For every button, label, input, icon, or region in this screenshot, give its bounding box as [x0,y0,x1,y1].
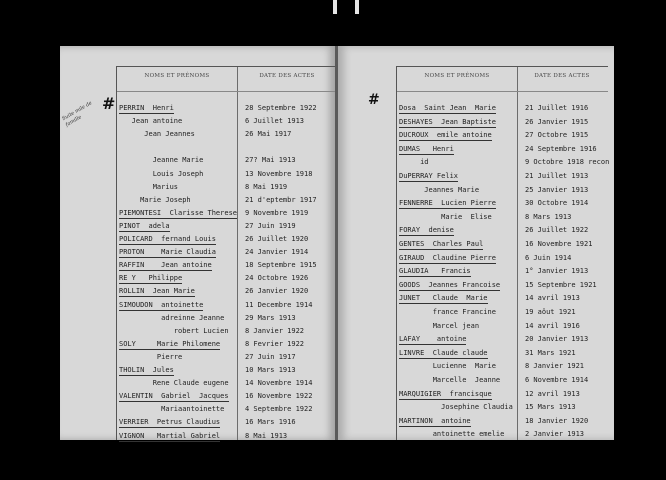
entry-name: Pierre [119,352,183,361]
entry-name: RAFFIN Jean antoine [119,261,212,270]
table-row [397,103,608,113]
entry-date: 25 Janvier 1913 [525,185,589,194]
table-row [397,429,608,439]
entry-name: Jean Jeannes [119,130,195,139]
table-row [117,116,336,126]
entry-date: 16 Novembre 1921 [525,240,593,248]
entry-name: Marcel jean [399,321,480,330]
table-row [117,260,336,270]
table-row [397,239,608,249]
entry-name: Marcelle Jeanne [399,376,501,384]
handwritten-annotation: Suite mile de famille [61,100,94,129]
table-row [117,352,336,362]
header-rule [397,91,608,92]
table-row [397,253,608,263]
entry-name: adreinne Jeanne [119,313,225,322]
header-dates: DATE DES ACTES [259,73,315,79]
table-row [117,391,336,401]
table-row [117,155,336,165]
table-row [397,280,608,290]
table-row [117,208,336,218]
entry-name: MARQUIGIER francisque [399,389,492,398]
header-names: NOMS ET PRÉNOMS [424,73,490,79]
entry-name: GENTES Charles Paul [399,240,484,248]
entry-date: 20 Janvier 1913 [525,335,589,344]
table-row [117,404,336,414]
entry-name: DESHAYES Jean Baptiste [399,117,496,126]
register-table-right [396,66,608,440]
table-row [397,402,608,412]
entry-name: MARTINON antoine [399,416,471,425]
entry-date: 21 d'eptembr 1917 [245,195,317,204]
entry-date: 27 Octobre 1915 [525,131,589,140]
table-row [397,321,608,331]
entry-name: THOLIN Jules [119,366,174,374]
entry-name: RE Y Philippe [119,274,183,283]
entry-date: 27? Mai 1913 [245,156,296,165]
entry-name: Dosa Saint Jean Marie [399,104,496,112]
entry-date: 9 Octobre 1918 recon [525,158,610,167]
entry-date: 26 Janvier 1915 [525,117,589,126]
table-row [117,142,336,152]
hash-mark: # [102,94,116,113]
header-dates: DATE DES ACTES [534,73,590,79]
table-row [397,225,608,235]
table-row [397,157,608,167]
table-row [397,198,608,208]
table-row [117,365,336,375]
table-row [117,273,336,283]
entry-date: 13 Novembre 1918 [245,169,313,178]
entry-name: JUNET Claude Marie [399,294,488,303]
entry-date: 21 Juillet 1916 [525,104,589,112]
entry-name: SOLY Marie Philomene [119,339,221,348]
table-row [117,339,336,349]
entry-name: Lucienne Marie [399,362,496,371]
entry-name: VALENTIN Gabriel Jacques [119,392,229,401]
entry-name: SIMOUDON antoinette [119,300,204,309]
entry-name: antoinette emelie [399,430,505,439]
table-row [397,293,608,303]
register-page-right [338,46,614,440]
entry-date: 8 Mai 1919 [245,182,288,191]
entry-date: 10 Mars 1913 [245,366,296,374]
table-row [117,129,336,139]
table-row [397,130,608,140]
table-row [117,286,336,296]
table-row [397,307,608,317]
entry-date: 8 Mars 1913 [525,212,572,221]
table-row [117,221,336,231]
entry-date: 26 Mai 1917 [245,130,292,139]
entry-date: 29 Mars 1913 [245,313,296,322]
entry-name: FORAY denise [399,226,454,235]
entry-name: DUMAS Henri [399,144,454,153]
entry-name: LAFAY antoine [399,335,467,344]
entry-date: 18 Janvier 1920 [525,416,589,425]
table-row [397,334,608,344]
entry-name: robert Lucien [119,326,229,335]
entry-name: FENNERRE Lucien Pierre [399,199,496,208]
entry-date: 26 Juillet 1922 [525,226,589,235]
table-row [397,117,608,127]
entry-date: 15 Mars 1913 [525,403,576,412]
entry-name: GIRAUD Claudine Pierre [399,253,496,262]
entry-name: ROLLIN Jean Marie [119,287,195,296]
entry-name: Josephine Claudia [399,403,513,412]
entry-name: Louis Joseph [119,169,204,178]
entry-name: Marie Elise [399,212,492,221]
scan-edge-right [355,0,359,14]
table-row [397,144,608,154]
hash-mark: # [368,92,380,108]
entry-name: Jean antoine [119,117,183,126]
table-row [397,185,608,195]
entry-date: 24 Octobre 1926 [245,274,309,283]
entry-date: 21 Juillet 1913 [525,172,589,180]
table-row [117,182,336,192]
entry-date: 14 avril 1913 [525,294,580,303]
table-row [117,195,336,205]
entry-name: Mariaantoinette [119,405,225,414]
entry-date: 11 Decembre 1914 [245,300,313,309]
entry-date: 27 Juin 1917 [245,352,296,361]
entry-name: Jeanne Marie [119,156,204,165]
header-rule [117,91,336,92]
table-row [397,416,608,426]
header-names: NOMS ET PRÉNOMS [144,73,210,79]
scan-edge-left [333,0,337,14]
entry-date: 12 avril 1913 [525,389,580,398]
table-row [397,348,608,358]
entry-name: VERRIER Petrus Claudius [119,418,221,427]
table-row [397,389,608,399]
entry-date: 24 Janvier 1914 [245,248,309,257]
entry-date: 1° Janvier 1913 [525,267,589,276]
table-row [117,326,336,336]
entry-date: 8 Mai 1913 [245,431,288,440]
entry-date: 8 Janvier 1921 [525,362,585,371]
table-row [117,378,336,388]
entry-name: PROTON Marie Claudia [119,248,216,257]
entry-date: 31 Mars 1921 [525,348,576,357]
table-row [397,375,608,385]
entry-date: 9 Novembre 1919 [245,208,309,217]
entry-date: 30 Octobre 1914 [525,199,589,208]
register-page-left [60,46,336,440]
entry-name: VIGNON Martial Gabriel [119,431,221,440]
entry-name: LINVRE Claude claude [399,348,488,357]
table-row [397,361,608,371]
entry-name: POLICARD fernand Louis [119,235,216,243]
table-row [397,266,608,276]
entry-date: 19 aôut 1921 [525,308,576,316]
entry-name: PINOT adela [119,221,170,230]
table-row [117,169,336,179]
entry-name: Rene Claude eugene [119,379,229,388]
table-row [117,313,336,323]
entry-date: 8 Janvier 1922 [245,326,305,335]
entry-date: 4 Septembre 1922 [245,405,313,414]
table-row [397,171,608,181]
entry-date: 6 Juin 1914 [525,253,572,262]
register-table-left [116,66,336,440]
entry-name: france Francine [399,308,496,316]
entry-date: 14 Novembre 1914 [245,379,313,388]
entry-date: 2 Janvier 1913 [525,430,585,439]
entry-name: id [399,158,429,167]
entry-date: 8 Fevrier 1922 [245,339,305,348]
entry-name: DuPERRAY Felix [399,172,459,180]
entry-date: 26 Juillet 1920 [245,235,309,243]
entry-date: 27 Juin 1919 [245,221,296,230]
entry-date: 24 Septembre 1916 [525,144,597,153]
entry-name: DUCROUX emile antoine [399,131,492,140]
entry-name: Jeannes Marie [399,185,480,194]
table-row [117,247,336,257]
entry-name: PERRIN Henri [119,104,174,112]
table-row [117,417,336,427]
table-row [117,103,336,113]
entry-date: 6 Novembre 1914 [525,376,589,384]
entry-name: Marius [119,182,179,191]
entry-date: 26 Janvier 1920 [245,287,309,296]
entry-date: 16 Mars 1916 [245,418,296,427]
entry-date: 15 Septembre 1921 [525,280,597,289]
entry-date: 14 avril 1916 [525,321,580,330]
entry-name: Marie Joseph [119,195,191,204]
entry-name: GLAUDIA Francis [399,267,471,276]
entry-date: 6 Juillet 1913 [245,117,305,126]
entry-name: PIEMONTESI Clarisse Therese [119,208,238,217]
table-row [397,212,608,222]
table-row [117,234,336,244]
entry-date: 28 Septembre 1922 [245,104,317,112]
entry-date: 16 Novembre 1922 [245,392,313,401]
table-row [117,431,336,441]
table-row [117,300,336,310]
entry-date: 18 Septembre 1915 [245,261,317,270]
entry-name: GOODS Jeannes Francoise [399,280,501,289]
